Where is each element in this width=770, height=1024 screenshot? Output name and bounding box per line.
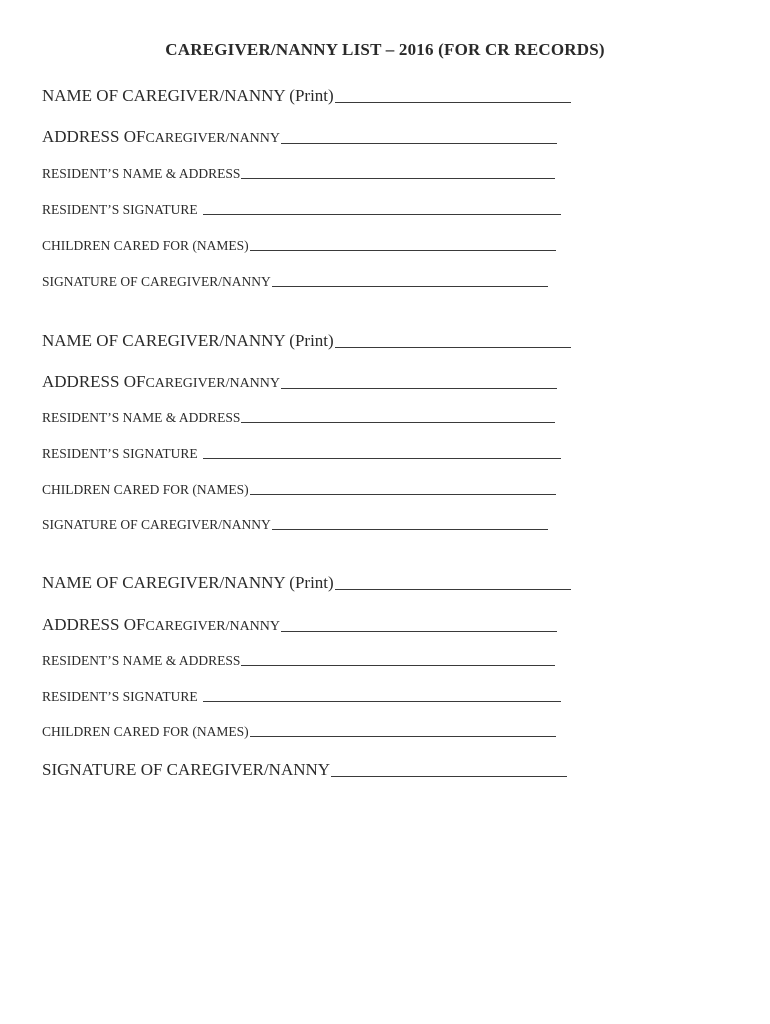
page-title: CAREGIVER/NANNY LIST – 2016 (FOR CR RECORDS) <box>165 40 605 59</box>
address-field-3[interactable] <box>42 615 557 635</box>
address-field-2[interactable] <box>42 372 557 392</box>
caregiver-signature-label-3: SIGNATURE OF CAREGIVER/NANNY <box>42 760 331 779</box>
address-label-suffix-3: CAREGIVER/NANNY <box>145 619 281 634</box>
address-label-prefix-2: ADDRESS OF <box>42 372 146 391</box>
resident-signature-line-3[interactable] <box>203 701 561 702</box>
children-cared-for-line-2[interactable] <box>250 494 556 495</box>
address-label-suffix-1: CAREGIVER/NANNY <box>145 131 281 146</box>
name-print-field-2[interactable] <box>42 331 571 351</box>
address-line-3[interactable] <box>281 631 557 632</box>
children-cared-for-field-3[interactable] <box>42 724 556 740</box>
children-cared-for-field-1[interactable] <box>42 238 556 254</box>
address-field-1[interactable] <box>42 127 557 147</box>
resident-signature-label-3: RESIDENT’S SIGNATURE <box>42 689 198 704</box>
children-cared-for-label-2: CHILDREN CARED FOR (NAMES) <box>42 482 249 497</box>
name-print-line-2[interactable] <box>335 347 571 348</box>
resident-signature-field-1[interactable] <box>42 202 561 218</box>
name-print-line-1[interactable] <box>335 102 571 103</box>
caregiver-signature-line-2[interactable] <box>272 529 548 530</box>
resident-name-address-field-1[interactable] <box>42 166 555 182</box>
resident-name-address-label-2: RESIDENT’S NAME & ADDRESS <box>42 410 241 425</box>
children-cared-for-field-2[interactable] <box>42 482 556 498</box>
children-cared-for-label-1: CHILDREN CARED FOR (NAMES) <box>42 238 249 253</box>
address-label-prefix-3: ADDRESS OF <box>42 615 146 634</box>
name-print-label-1: NAME OF CAREGIVER/NANNY (Print) <box>42 86 334 105</box>
resident-signature-line-1[interactable] <box>203 214 561 215</box>
resident-signature-label-2: RESIDENT’S SIGNATURE <box>42 446 198 461</box>
name-print-label-2: NAME OF CAREGIVER/NANNY (Print) <box>42 331 334 350</box>
resident-signature-line-2[interactable] <box>203 458 561 459</box>
resident-name-address-field-3[interactable] <box>42 653 555 669</box>
address-label-suffix-2: CAREGIVER/NANNY <box>145 376 281 391</box>
resident-signature-field-3[interactable] <box>42 689 561 705</box>
children-cared-for-label-3: CHILDREN CARED FOR (NAMES) <box>42 724 249 739</box>
resident-name-address-label-3: RESIDENT’S NAME & ADDRESS <box>42 653 241 668</box>
name-print-label-3: NAME OF CAREGIVER/NANNY (Print) <box>42 573 334 592</box>
caregiver-signature-field-2[interactable] <box>42 517 548 533</box>
resident-name-address-label-1: RESIDENT’S NAME & ADDRESS <box>42 166 241 181</box>
resident-name-address-line-3[interactable] <box>241 665 555 666</box>
address-label-prefix-1: ADDRESS OF <box>42 127 146 146</box>
resident-signature-field-2[interactable] <box>42 446 561 462</box>
caregiver-signature-line-1[interactable] <box>272 286 548 287</box>
children-cared-for-line-3[interactable] <box>250 736 556 737</box>
caregiver-signature-field-3[interactable] <box>42 760 567 780</box>
resident-signature-label-1: RESIDENT’S SIGNATURE <box>42 202 198 217</box>
caregiver-signature-line-3[interactable] <box>331 776 567 777</box>
address-line-2[interactable] <box>281 388 557 389</box>
name-print-field-1[interactable] <box>42 86 571 106</box>
resident-name-address-field-2[interactable] <box>42 410 555 426</box>
children-cared-for-line-1[interactable] <box>250 250 556 251</box>
resident-name-address-line-2[interactable] <box>241 422 555 423</box>
caregiver-signature-label-1: SIGNATURE OF CAREGIVER/NANNY <box>42 274 271 289</box>
address-line-1[interactable] <box>281 143 557 144</box>
name-print-line-3[interactable] <box>335 589 571 590</box>
caregiver-signature-label-2: SIGNATURE OF CAREGIVER/NANNY <box>42 517 271 532</box>
resident-name-address-line-1[interactable] <box>241 178 555 179</box>
name-print-field-3[interactable] <box>42 573 571 593</box>
caregiver-signature-field-1[interactable] <box>42 274 548 290</box>
